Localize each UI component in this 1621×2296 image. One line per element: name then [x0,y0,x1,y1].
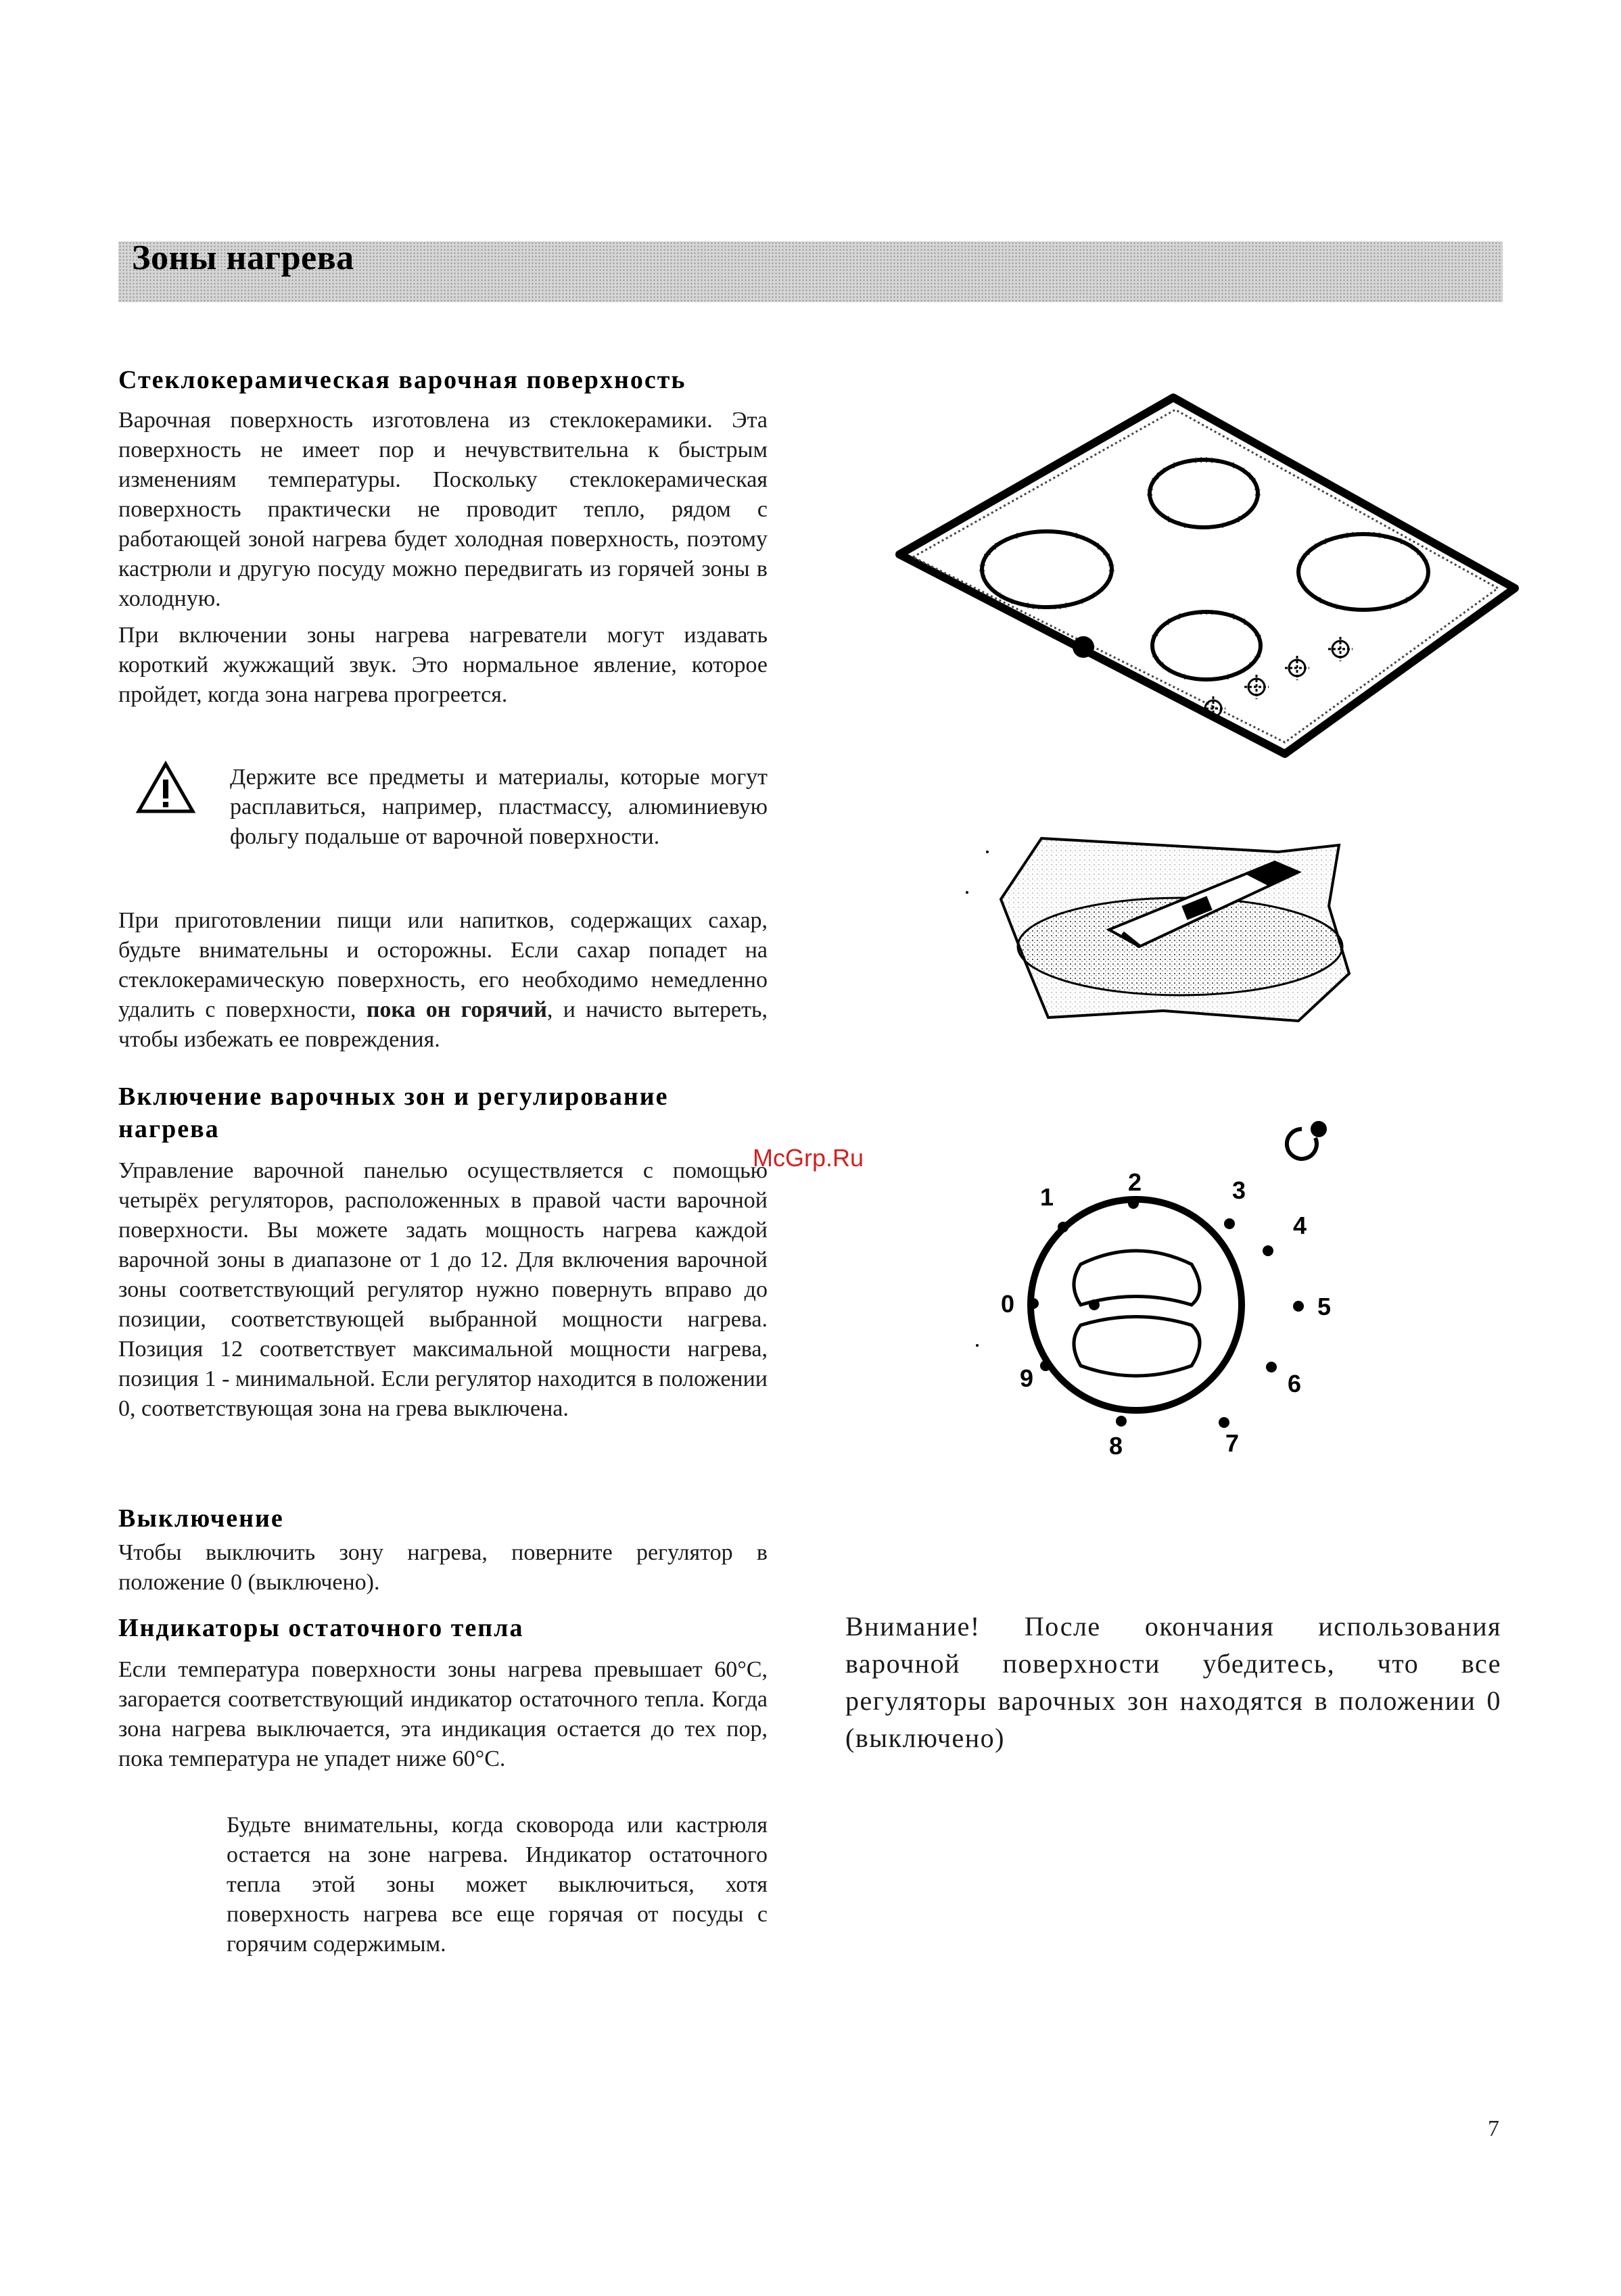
dial-graphic [974,1102,1353,1481]
dial-position-2: 2 [1128,1168,1142,1196]
indicator-dot [1073,636,1094,658]
dial-position-6: 6 [1288,1370,1302,1397]
warning-triangle-icon [135,761,196,815]
dial-position-1: 1 [1040,1183,1054,1211]
paragraph-switch-1: Управление варочной панелью осуществляется с помощью четырёх регуляторов, расположенных в правой части варочной поверхности. Вы можете задать мощность нагрева каждой варочной зоны в диапазоне от 1 до 12. Для включения варочной зоны соответствующий регулятор нужно повернуть вправо до позиции, соответствующей выбранной мощности нагрева. Позиция 12 соответствует максимальной мощности нагрева, позиция 1 - минимальной. Если регулятор находится в положении 0, соответствующая зона на грева выключена. [118,1158,768,1421]
attention-note: Внимание! После окончания использования варочной поверхности убедитесь, что все регуляторы варочных зон находятся в положении 0 (выключено) [845,1611,1501,1753]
heat-dial-diagram [974,1102,1353,1481]
scraper-illustration [960,825,1353,1028]
paragraph-glass-1: Варочная поверхность изготовлена из стеклокерамики. Эта поверхность не имеет пор и нечувствительна к быстрым изменениям температуры. Поскольку стеклокерамическая поверхность практически не проводит тепло, рядом с работающей зоной нагрева будет холодная поверхность, поэтому кастрюли и другую посуду можно передвигать из горячей зоны в холодную. [118,408,768,611]
paragraph-glass-3-end: , и начисто вытереть, чтобы избежать ее повреждения. [118,997,768,1052]
dial-position-4: 4 [1293,1212,1307,1239]
page-title: Зоны нагрева [132,239,354,277]
dial-position-3: 3 [1232,1176,1246,1204]
paragraph-glass-2: При включении зоны нагрева нагреватели могут издавать короткий жужжащий звук. Это нормальное явление, которое пройдет, когда зона нагрева прогреется. [118,623,768,707]
paragraph-residual-1: Если температура поверхности зоны нагрева превышает 60°C, загорается соответствующий индикатор остаточного тепла. Когда зона нагрева выключается, эта индикация остается до тех пор, пока температура не упадет ниже 60°C. [118,1657,768,1771]
dial-position-0: 0 [1001,1290,1015,1318]
heading-switch-off: Выключение [118,1504,284,1533]
paragraph-glass-3 [118,906,768,1055]
paragraph-glass-3-start: При приготовлении пищи или напитков, содержащих сахар, будьте внимательны и осторожны. Если сахар попадет на стеклокерамическую поверхность, его необходимо немедленно удалить с поверхности, [118,908,768,1022]
heading-residual-heat: Индикаторы остаточного тепла [118,1614,524,1642]
dial-position-5: 5 [1317,1293,1332,1320]
dial-position-7: 7 [1225,1429,1240,1457]
paragraph-glass-3-bold: пока он горячий [366,997,547,1022]
warning-text: Держите все предметы и материалы, которые могут расплавиться, например, пластмассу, алюминиевую фольгу подальше от варочной поверхности. [230,765,768,849]
page-number: 7 [1488,2116,1499,2141]
heading-switch-on: Включение варочных зон и регулирование нагрева [118,1082,669,1143]
power-indicator-icon [1311,1121,1327,1137]
heading-glass-ceramic: Стеклокерамическая варочная поверхность [118,366,686,394]
paragraph-residual-2: Будьте внимательны, когда сковорода или кастрюля остается на зоне нагрева. Индикатор остаточного тепла этой зоны может выключиться, хотя поверхность нагрева все еще горячая от посуды с горячим содержимым. [227,1813,768,1957]
dial-position-8: 8 [1109,1432,1123,1460]
paragraph-switch-off: Чтобы выключить зону нагрева, поверните регулятор в положение 0 (выключено). [118,1540,768,1595]
watermark-text: McGrp.Ru [753,1144,864,1172]
dial-position-9: 9 [1020,1364,1034,1392]
cooktop-illustration [886,385,1522,764]
